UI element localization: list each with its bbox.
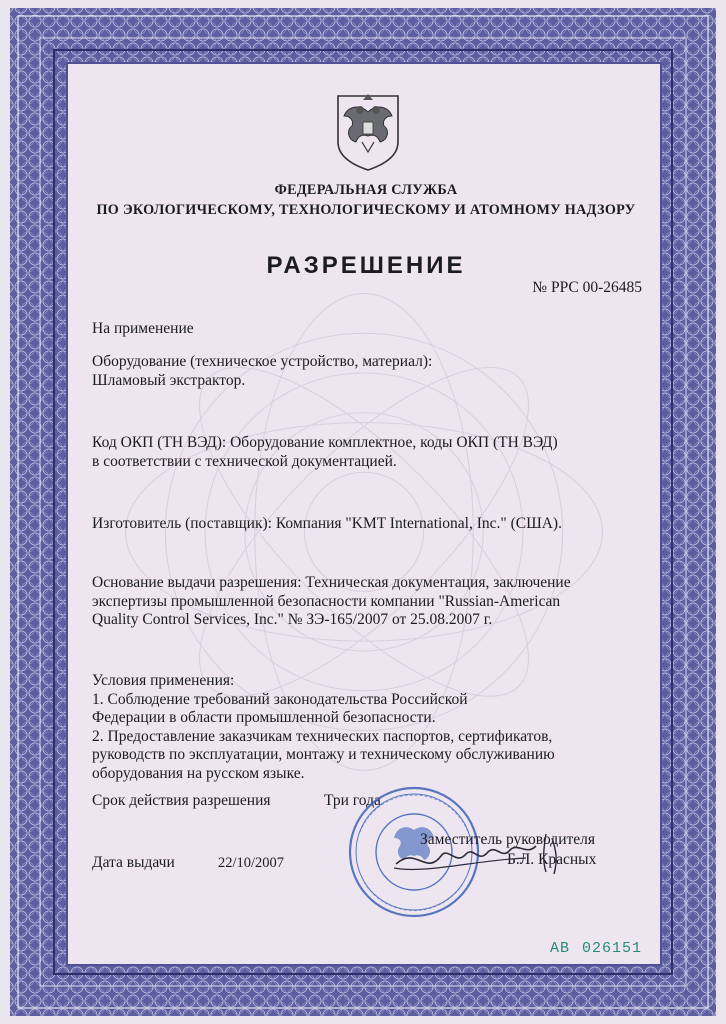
basis-line1: Основание выдачи разрешения: Техническая документация, заключение (92, 574, 571, 591)
equipment-label: Оборудование (техническое устройство, материал): (92, 353, 433, 370)
signatory-position: Заместитель руководителя (420, 831, 596, 848)
manufacturer: Изготовитель (поставщик): Компания "KMT International, Inc." (США). (92, 515, 562, 532)
condition-2-line3: оборудования на русском языке. (92, 765, 305, 782)
okp-line2: в соответствии с технической документацией. (92, 453, 397, 470)
validity-label: Срок действия разрешения (92, 792, 271, 809)
equipment-value: Шламовый экстрактор. (92, 372, 246, 389)
validity-value: Три года (324, 792, 381, 809)
russian-coat-of-arms-icon (330, 90, 406, 172)
okp-line1: Код ОКП (ТН ВЭД): Оборудование комплектное, коды ОКП (ТН ВЭД) (92, 434, 558, 451)
conditions-title: Условия применения: (92, 672, 235, 689)
permit-number: № РРС 00-26485 (532, 279, 642, 296)
certificate-body (66, 62, 662, 966)
condition-1-line2: Федерации в области промышленной безопасности. (92, 709, 436, 726)
serial-number (550, 940, 642, 957)
basis-line2: экспертизы промышленной безопасности компании "Russian-American (92, 593, 561, 610)
agency-name-line1: ФЕДЕРАЛЬНАЯ СЛУЖБА (274, 182, 458, 198)
issue-date-label: Дата выдачи (92, 854, 175, 871)
condition-2-line2: руководств по эксплуатации, монтажу и техническому обслуживанию (92, 746, 555, 763)
condition-1-line1: 1. Соблюдение требований законодательства Российской (92, 691, 468, 708)
handwritten-signature-icon (386, 816, 576, 886)
issue-date-value: 22/10/2007 (218, 855, 285, 871)
serial-series: АВ (549, 940, 570, 957)
serial-digits: 026151 (581, 940, 642, 957)
document-title: РАЗРЕШЕНИЕ (266, 252, 466, 279)
condition-2-line1: 2. Предоставление заказчикам технических паспортов, сертификатов, (92, 728, 553, 745)
basis-line3: Quality Control Services, Inc." № ЗЭ-165/2007 от 25.08.2007 г. (92, 611, 493, 628)
agency-name-line2: ПО ЭКОЛОГИЧЕСКОМУ, ТЕХНОЛОГИЧЕСКОМУ И АТОМНОМУ НАДЗОРУ (96, 202, 636, 218)
signatory-name: Б.Л. Красных (507, 851, 597, 868)
application-label: На применение (92, 320, 194, 337)
